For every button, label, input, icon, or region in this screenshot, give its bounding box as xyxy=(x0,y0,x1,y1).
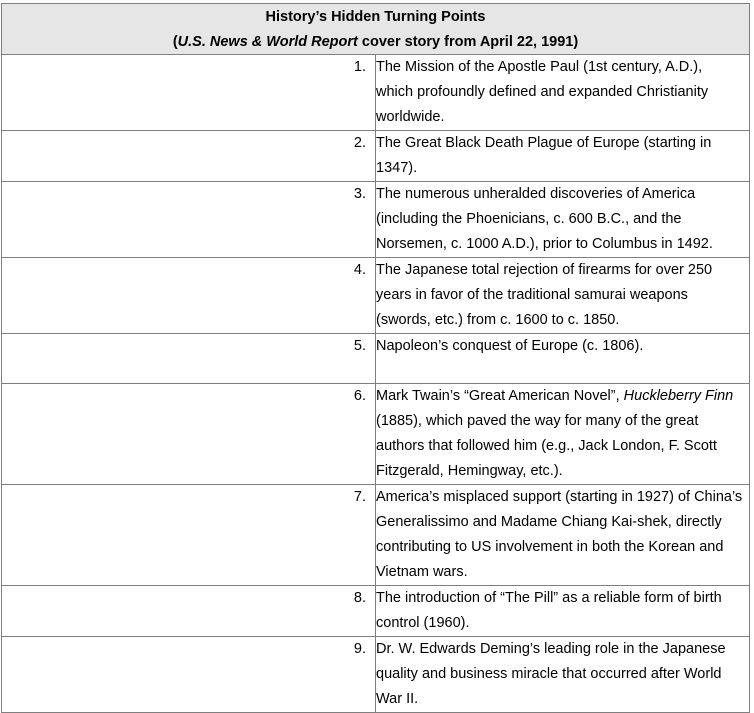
item-number: 4. xyxy=(2,258,376,334)
item-text-book-title: Huckleberry Finn xyxy=(623,388,734,404)
item-text: The numerous unheralded discoveries of America (including the Phoenicians, c. 600 B.C., and the Norsemen, c. 1000 A.D.), prior to Columbus in 1492. xyxy=(376,182,750,258)
table-header-row xyxy=(2,4,750,55)
table-row xyxy=(2,55,750,131)
item-text: The introduction of “The Pill” as a reliable form of birth control (1960). xyxy=(376,586,750,637)
table-row xyxy=(2,182,750,258)
table-row xyxy=(2,131,750,182)
item-number: 8. xyxy=(2,586,376,637)
table-row xyxy=(2,334,750,384)
item-text: The Mission of the Apostle Paul (1st century, A.D.), which profoundly defined and expanded Christianity worldwide. xyxy=(376,55,750,131)
table-title: History’s Hidden Turning Points xyxy=(265,9,486,25)
table-row xyxy=(2,586,750,637)
item-text-after: (1885), which paved the way for many of the great authors that followed him (e.g., Jack London, F. Scott Fitzgerald, Hemingway, etc.). xyxy=(376,413,717,479)
table-subtitle xyxy=(2,30,749,55)
item-text: Napoleon’s conquest of Europe (c. 1806). xyxy=(376,334,750,384)
item-number: 1. xyxy=(2,55,376,131)
table-header-cell xyxy=(2,4,750,55)
subtitle-open-paren: ( xyxy=(172,33,178,50)
subtitle-rest: cover story from April 22, 1991) xyxy=(357,33,579,50)
table-row xyxy=(2,384,750,485)
table-row xyxy=(2,637,750,713)
item-text-before: Mark Twain’s “Great American Novel”, xyxy=(376,388,624,404)
item-text: Dr. W. Edwards Deming’s leading role in the Japanese quality and business miracle that occurred after World War II. xyxy=(376,637,750,713)
item-number: 9. xyxy=(2,637,376,713)
item-number: 6. xyxy=(2,384,376,485)
subtitle-publication: U.S. News & World Report xyxy=(177,33,358,50)
table-row xyxy=(2,258,750,334)
item-number: 2. xyxy=(2,131,376,182)
item-text xyxy=(376,384,750,485)
turning-points-table xyxy=(1,3,750,713)
item-number: 3. xyxy=(2,182,376,258)
item-number: 5. xyxy=(2,334,376,384)
item-text: The Japanese total rejection of firearms for over 250 years in favor of the traditional samurai weapons (swords, etc.) from c. 1600 to c. 1850. xyxy=(376,258,750,334)
table-row xyxy=(2,485,750,586)
item-number: 7. xyxy=(2,485,376,586)
item-text: The Great Black Death Plague of Europe (starting in 1347). xyxy=(376,131,750,182)
item-text: America’s misplaced support (starting in 1927) of China’s Generalissimo and Madame Chiang Kai-shek, directly contributing to US involvement in both the Korean and Vietnam wars. xyxy=(376,485,750,586)
